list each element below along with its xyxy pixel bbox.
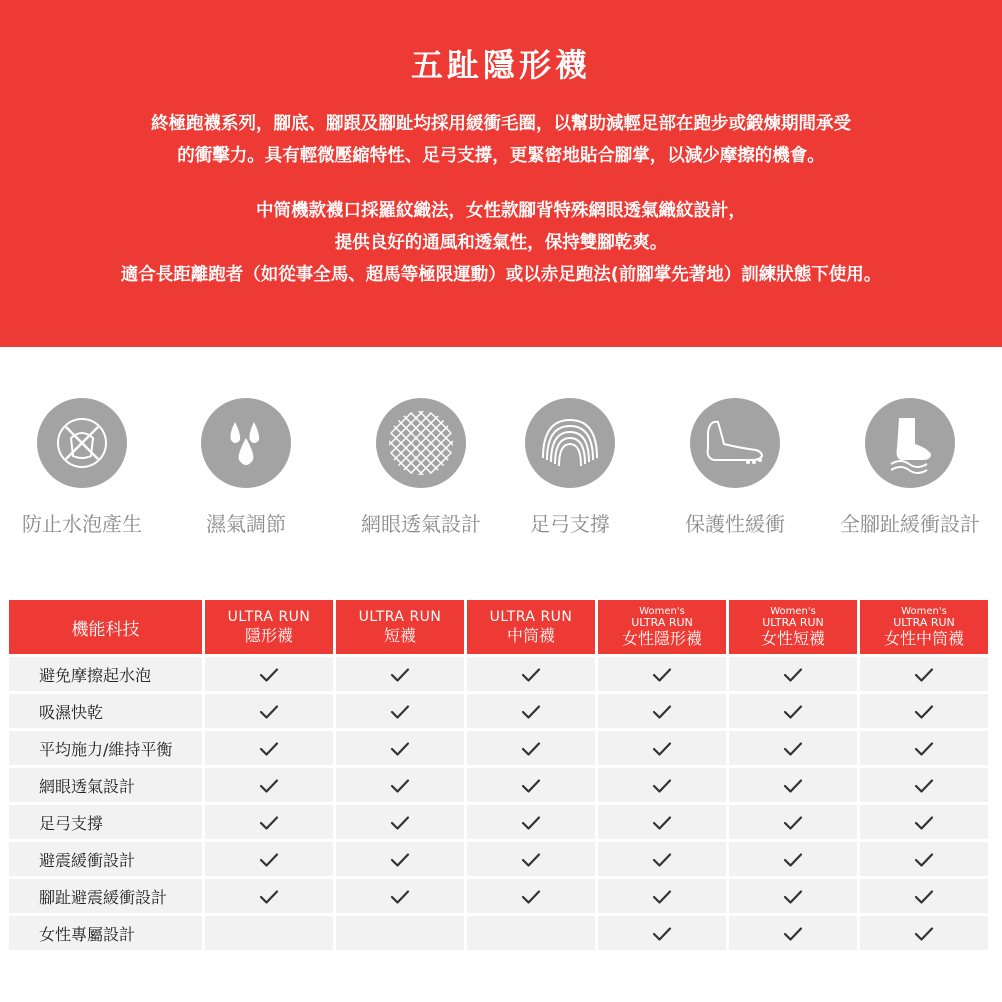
check-cell <box>467 805 595 839</box>
description-paragraph-2 <box>0 195 1002 291</box>
row-feature-label: 網眼透氣設計 <box>9 768 202 802</box>
check-cell <box>598 657 726 691</box>
checkmark-icon <box>390 739 410 758</box>
description-line: 的衝擊力。具有輕微壓縮特性、足弓支撐，更緊密地貼合腳掌，以減少摩擦的機會。 <box>177 146 825 166</box>
product-zh: 中筒襪 <box>506 626 555 645</box>
check-cell <box>860 805 988 839</box>
empty-cell <box>336 916 464 950</box>
checkmark-icon <box>259 739 279 758</box>
mesh-icon <box>376 398 466 488</box>
check-cell <box>598 916 726 950</box>
checkmark-icon <box>259 850 279 869</box>
check-cell <box>336 879 464 913</box>
check-cell <box>336 805 464 839</box>
check-cell <box>467 768 595 802</box>
feature-label: 網眼透氣設計 <box>361 512 481 536</box>
check-cell <box>729 916 857 950</box>
row-feature-label: 避震緩衝設計 <box>9 842 202 876</box>
check-cell <box>205 879 333 913</box>
check-cell <box>860 694 988 728</box>
checkmark-icon <box>390 665 410 684</box>
checkmark-icon <box>914 776 934 795</box>
check-cell <box>205 694 333 728</box>
product-en: ULTRA RUN <box>358 609 442 625</box>
check-cell <box>729 842 857 876</box>
checkmark-icon <box>521 665 541 684</box>
checkmark-icon <box>783 665 803 684</box>
header-product <box>598 600 726 654</box>
description-line: 終極跑襪系列，腳底、腳跟及腳趾均採用緩衝毛圈，以幫助減輕足部在跑步或鍛煉期間承受 <box>151 114 851 134</box>
checkmark-icon <box>390 813 410 832</box>
checkmark-icon <box>390 702 410 721</box>
empty-cell <box>205 916 333 950</box>
check-cell <box>598 805 726 839</box>
check-cell <box>336 694 464 728</box>
checkmark-icon <box>521 702 541 721</box>
checkmark-icon <box>914 665 934 684</box>
check-cell <box>598 731 726 765</box>
check-cell <box>598 768 726 802</box>
checkmark-icon <box>914 887 934 906</box>
water-drops-icon <box>201 398 291 488</box>
checkmark-icon <box>390 850 410 869</box>
table-row <box>9 805 988 839</box>
feature-label: 足弓支撐 <box>530 512 610 536</box>
checkmark-icon <box>783 887 803 906</box>
foot-icon <box>690 398 780 488</box>
header-feature: 機能科技 <box>9 600 202 654</box>
hero-banner <box>0 0 1002 347</box>
check-cell <box>336 768 464 802</box>
feature-label: 保護性緩衝 <box>685 512 785 536</box>
feature-label: 防止水泡產生 <box>22 512 142 536</box>
checkmark-icon <box>652 887 672 906</box>
description-line: 適合長距離跑者（如從事全馬、超馬等極限運動）或以赤足跑法(前腳掌先著地）訓練狀態下使用。 <box>120 265 882 285</box>
check-cell <box>729 768 857 802</box>
product-zh: 女性短襪 <box>760 628 825 648</box>
checkmark-icon <box>521 739 541 758</box>
row-feature-label: 足弓支撐 <box>9 805 202 839</box>
check-cell <box>336 731 464 765</box>
feature-mesh <box>336 398 506 537</box>
checkmark-icon <box>783 850 803 869</box>
checkmark-icon <box>783 739 803 758</box>
table-row <box>9 694 988 728</box>
product-en: ULTRA RUN <box>631 615 693 629</box>
checkmark-icon <box>259 887 279 906</box>
table-header-row <box>9 600 988 654</box>
comparison-table <box>6 597 991 953</box>
product-en: ULTRA RUN <box>489 609 573 625</box>
check-cell <box>729 731 857 765</box>
checkmark-icon <box>652 813 672 832</box>
checkmark-icon <box>652 776 672 795</box>
check-cell <box>205 805 333 839</box>
checkmark-icon <box>521 813 541 832</box>
product-zh: 隱形襪 <box>244 626 293 645</box>
product-en: ULTRA RUN <box>227 609 311 625</box>
check-cell <box>336 657 464 691</box>
header-product <box>205 600 333 654</box>
feature-label: 濕氣調節 <box>206 512 286 536</box>
checkmark-icon <box>259 665 279 684</box>
check-cell <box>598 842 726 876</box>
check-cell <box>598 879 726 913</box>
description-line: 中筒機款襪口採羅紋織法，女性款腳背特殊網眼透氣織紋設計， <box>256 201 746 221</box>
checkmark-icon <box>914 813 934 832</box>
feature-toe-cushion <box>825 398 995 537</box>
check-cell <box>467 731 595 765</box>
table-row <box>9 879 988 913</box>
table-row <box>9 842 988 876</box>
table-row <box>9 768 988 802</box>
description-line: 提供良好的通風和透氣性，保持雙腳乾爽。 <box>334 233 668 253</box>
check-cell <box>336 842 464 876</box>
feature-label: 全腳趾緩衝設計 <box>840 512 980 536</box>
product-women: Women's <box>639 605 685 617</box>
product-zh: 女性隱形襪 <box>621 628 702 648</box>
checkmark-icon <box>259 702 279 721</box>
check-cell <box>729 694 857 728</box>
product-en: ULTRA RUN <box>762 615 824 629</box>
check-cell <box>860 879 988 913</box>
product-zh: 女性中筒襪 <box>883 628 964 648</box>
check-cell <box>860 657 988 691</box>
product-women: Women's <box>770 605 816 617</box>
checkmark-icon <box>914 739 934 758</box>
checkmark-icon <box>521 850 541 869</box>
checkmark-icon <box>783 813 803 832</box>
header-product <box>467 600 595 654</box>
feature-no-blister <box>0 398 167 537</box>
checkmark-icon <box>652 924 672 943</box>
row-feature-label: 女性專屬設計 <box>9 916 202 950</box>
header-product <box>729 600 857 654</box>
checkmark-icon <box>914 850 934 869</box>
check-cell <box>729 879 857 913</box>
check-cell <box>205 657 333 691</box>
sock-icon <box>865 398 955 488</box>
check-cell <box>467 842 595 876</box>
check-cell <box>860 916 988 950</box>
check-cell <box>729 805 857 839</box>
feature-moisture <box>161 398 331 537</box>
checkmark-icon <box>652 702 672 721</box>
row-feature-label: 吸濕快乾 <box>9 694 202 728</box>
feature-cushion <box>650 398 820 537</box>
product-women: Women's <box>901 605 947 617</box>
checkmark-icon <box>521 776 541 795</box>
checkmark-icon <box>783 924 803 943</box>
header-product <box>336 600 464 654</box>
no-blister-icon <box>37 398 127 488</box>
checkmark-icon <box>914 702 934 721</box>
checkmark-icon <box>783 702 803 721</box>
table-row <box>9 657 988 691</box>
feature-arch <box>485 398 655 537</box>
check-cell <box>729 657 857 691</box>
row-feature-label: 腳趾避震緩衝設計 <box>9 879 202 913</box>
empty-cell <box>467 916 595 950</box>
product-zh: 短襪 <box>383 626 416 645</box>
product-en: ULTRA RUN <box>893 615 955 629</box>
check-cell <box>860 842 988 876</box>
checkmark-icon <box>390 887 410 906</box>
check-cell <box>467 694 595 728</box>
check-cell <box>598 694 726 728</box>
checkmark-icon <box>652 665 672 684</box>
row-feature-label: 平均施力/維持平衡 <box>9 731 202 765</box>
table-row <box>9 731 988 765</box>
arch-icon <box>525 398 615 488</box>
checkmark-icon <box>783 776 803 795</box>
check-cell <box>860 731 988 765</box>
row-feature-label: 避免摩擦起水泡 <box>9 657 202 691</box>
checkmark-icon <box>652 850 672 869</box>
check-cell <box>467 879 595 913</box>
checkmark-icon <box>652 739 672 758</box>
checkmark-icon <box>521 887 541 906</box>
check-cell <box>467 657 595 691</box>
check-cell <box>205 768 333 802</box>
checkmark-icon <box>259 813 279 832</box>
table-row <box>9 916 988 950</box>
page-title: 五趾隱形襪 <box>410 46 591 84</box>
description-paragraph-1 <box>0 108 1002 172</box>
checkmark-icon <box>914 924 934 943</box>
header-product <box>860 600 988 654</box>
table-body <box>9 657 988 950</box>
checkmark-icon <box>259 776 279 795</box>
check-cell <box>205 731 333 765</box>
check-cell <box>205 842 333 876</box>
check-cell <box>860 768 988 802</box>
checkmark-icon <box>390 776 410 795</box>
